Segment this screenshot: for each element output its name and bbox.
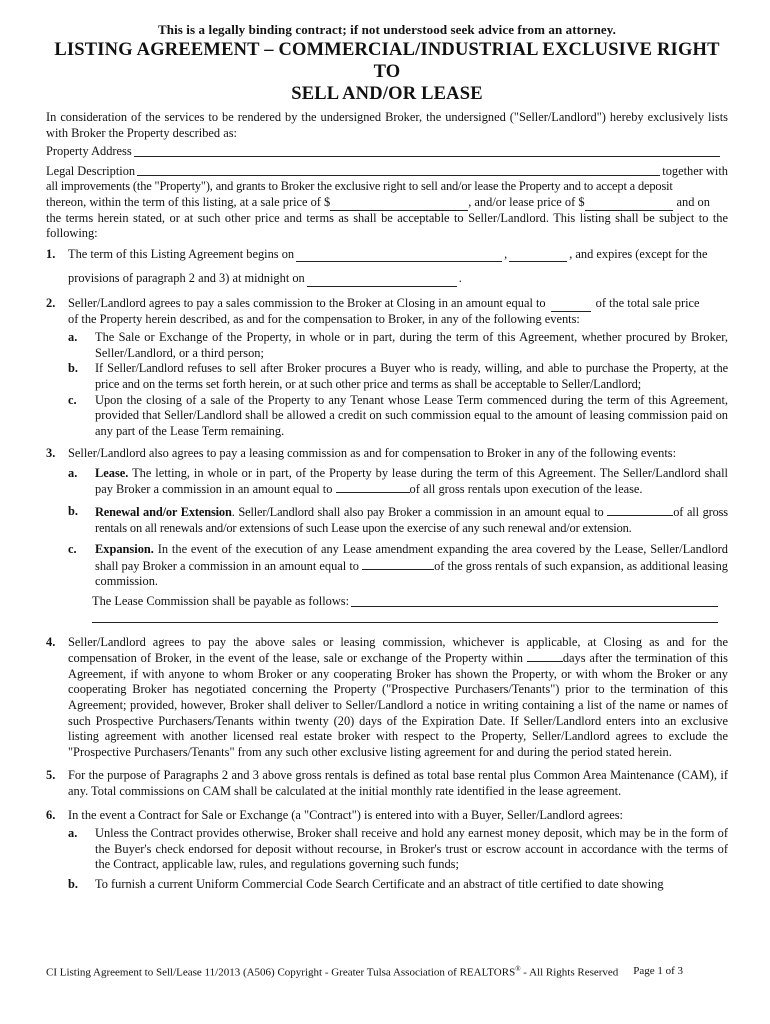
renewal-heading: Renewal and/or Extension bbox=[95, 505, 232, 520]
section-5-number: 5. bbox=[46, 768, 56, 783]
lease-commission-field[interactable] bbox=[336, 481, 410, 493]
section-4-number: 4. bbox=[46, 634, 56, 649]
document-title bbox=[46, 39, 728, 105]
section-6-intro: In the event a Contract for Sale or Exchange (a "Contract") is entered into with a Buyer, Seller/Landlord agrees: bbox=[68, 807, 623, 822]
item-text: To furnish a current Uniform Commercial Code Search Certificate and an abstract of title certified to date showing bbox=[95, 876, 664, 891]
lease-price-field[interactable] bbox=[585, 199, 673, 211]
term-period: . bbox=[458, 271, 462, 286]
sales-commission-events: of the Property herein described, as and for the compensation to Broker, in any of the following events: bbox=[68, 311, 580, 326]
term-begins-field[interactable] bbox=[296, 250, 502, 262]
item-letter: a. bbox=[68, 826, 78, 841]
renewal-commission-field[interactable] bbox=[607, 504, 673, 516]
payable-field-2[interactable] bbox=[92, 610, 718, 623]
section-3-item-b bbox=[46, 504, 728, 536]
item-letter: c. bbox=[68, 542, 77, 557]
section-5-text: For the purpose of Paragraphs 2 and 3 above gross rentals is defined as total base rental plus Common Area Maintenance (CAM), if any. Total commissions on CAM shall be calculated at the initial monthly rate identified in the lease agreement. bbox=[68, 768, 728, 798]
together-with-text: together with bbox=[662, 163, 728, 178]
section-6-item-b bbox=[46, 877, 728, 893]
document-page bbox=[46, 22, 728, 893]
term-comma: , bbox=[504, 246, 508, 261]
property-address-field[interactable] bbox=[134, 145, 720, 157]
section-4-text: Seller/Landlord agrees to pay the above sales or leasing commission, whichever is applicable, at Closing as and for the compensation of Broker, in the event of the lease, sale or exchange of the Property within bbox=[68, 634, 728, 666]
section-3-number: 3. bbox=[46, 446, 56, 461]
item-letter: a. bbox=[68, 330, 78, 345]
section-4-text-end: days after the termination of this Agreement, if with anyone to whom Broker or any cooperating Broker has shown the Property, or with whom the Broker or any cooperating Broker has negotiated concerning the Property ("Prospective Purchasers/Tenants") prior to the termination of this Agreement; provided, however, Broker shall deliver to Seller/Landlord a notice in writing containing a list of the name or names of such Prospective Purchasers/Tenants within twenty (20) days of the Expiration Date. If Seller/Landlord enters into an exclusive listing agreement with another licensed real estate broker with respect to the Property, Seller/Landlord agrees to exclude the "Prospective Purchasers/Tenants" from any such other exclusive listing agreement for and during the period stated herein. bbox=[68, 651, 728, 759]
section-2-item-a bbox=[46, 330, 728, 361]
price-row bbox=[46, 195, 728, 211]
title-line-2: SELL AND/OR LEASE bbox=[291, 84, 483, 104]
registered-mark: ® bbox=[515, 965, 521, 973]
property-address-label: Property Address bbox=[46, 144, 132, 159]
lease-text: The letting, in whole or in part, of the Property by lease during the term of this Agreement. The Seller/Landlord shall pay Broker a commission in an amount equal to bbox=[95, 465, 728, 497]
section-6-number: 6. bbox=[46, 807, 56, 822]
sale-price-label: thereon, within the term of this listing, at a sale price of $ bbox=[46, 194, 331, 209]
term-expires-label: , and expires (except for the bbox=[569, 246, 708, 261]
section-2-item-b bbox=[46, 361, 728, 392]
legal-description-label: Legal Description bbox=[46, 163, 136, 178]
item-text: If Seller/Landlord refuses to sell after Broker procures a Buyer who is ready, willing, and able to purchase the Property, at the price and on the terms set forth herein, or at such other price and terms as shall be acceptable to Seller/Landlord; bbox=[95, 361, 728, 391]
lease-heading: Lease. bbox=[95, 465, 129, 480]
item-text: The Sale or Exchange of the Property, in whole or in part, during the term of this Agreement, whether procured by Broker, Seller/Landlord, or a third person; bbox=[95, 330, 728, 360]
section-1-number: 1. bbox=[46, 246, 56, 261]
section-5 bbox=[46, 768, 728, 799]
payable-label: The Lease Commission shall be payable as follows: bbox=[92, 594, 350, 609]
legal-description-row bbox=[46, 164, 728, 180]
section-2-number: 2. bbox=[46, 295, 56, 310]
expansion-text-end: of the gross rentals of such expansion, as additional leasing commission. bbox=[95, 558, 728, 589]
lease-text-end: of all gross rentals upon execution of the lease. bbox=[409, 482, 643, 497]
item-letter: c. bbox=[68, 392, 77, 407]
section-1 bbox=[46, 247, 728, 287]
intro-paragraph: In consideration of the services to be rendered by the undersigned Broker, the undersigned ("Seller/Landlord") hereby exclusively lists with Broker the Property described as: bbox=[46, 110, 728, 140]
terms-line: the terms herein stated, or at such other price and terms as shall be acceptable to Seller/Landlord. This listing shall be subject to the following: bbox=[46, 210, 728, 241]
footer-copyright: CI Listing Agreement to Sell/Lease 11/2013 (A506) Copyright - Greater Tulsa Association of REALTORS bbox=[46, 966, 516, 979]
item-text: Unless the Contract provides otherwise, Broker shall receive and hold any earnest money deposit, which may be in the form of the Buyer's check endorsed for deposit without recourse, in Broker's trust or escrow account in accordance with the terms of the Contract, applicable law, rules, and regulations governing such funds; bbox=[95, 826, 728, 872]
item-letter: b. bbox=[68, 876, 78, 891]
page-footer bbox=[46, 965, 728, 979]
item-letter: b. bbox=[68, 504, 78, 519]
improvements-line: all improvements (the "Property"), and grants to Broker the exclusive right to sell and/or lease the Property and to accept a deposit bbox=[46, 179, 673, 194]
days-after-field[interactable] bbox=[527, 650, 563, 662]
title-line-1: LISTING AGREEMENT – COMMERCIAL/INDUSTRIAL EXCLUSIVE RIGHT TO bbox=[54, 40, 720, 82]
payable-field-1[interactable] bbox=[351, 595, 718, 607]
expiration-date-field[interactable] bbox=[307, 275, 457, 287]
legal-warning: This is a legally binding contract; if not understood seek advice from an attorney. bbox=[157, 22, 616, 37]
section-2 bbox=[46, 296, 728, 327]
term-year-field[interactable] bbox=[509, 250, 567, 262]
section-3-item-a bbox=[46, 466, 728, 498]
expansion-heading: Expansion. bbox=[95, 542, 154, 557]
sale-price-field[interactable] bbox=[330, 199, 468, 211]
item-letter: a. bbox=[68, 465, 78, 480]
leasing-commission-intro: Seller/Landlord also agrees to pay a leasing commission as and for compensation to Broker in any of the following events: bbox=[68, 446, 677, 461]
expansion-commission-field[interactable] bbox=[362, 558, 434, 570]
section-6-item-a bbox=[46, 826, 728, 873]
sales-commission-label: Seller/Landlord agrees to pay a sales commission to the Broker at Closing in an amount equal to bbox=[68, 295, 546, 310]
term-begins-label: The term of this Listing Agreement begins on bbox=[68, 246, 295, 261]
section-4 bbox=[46, 635, 728, 761]
sales-commission-field[interactable] bbox=[551, 300, 591, 312]
renewal-text: . Seller/Landlord shall also pay Broker a commission in an amount equal to bbox=[231, 505, 608, 520]
total-sale-price-text: of the total sale price bbox=[595, 295, 700, 310]
section-6 bbox=[46, 808, 728, 824]
item-text: Upon the closing of a sale of the Property to any Tenant whose Lease Term commenced during the term of this Agreement, provided that Seller/Landlord shall be allowed a credit on such commission equal to the amount of leasing commission paid on any part of the Lease Term remaining. bbox=[95, 392, 728, 438]
item-letter: b. bbox=[68, 361, 78, 376]
and-on-text: and on bbox=[676, 194, 710, 209]
page-number: Page 1 of 3 bbox=[633, 965, 683, 977]
legal-description-field[interactable] bbox=[137, 164, 660, 176]
section-2-item-c bbox=[46, 393, 728, 440]
footer-rights: - All Rights Reserved bbox=[520, 966, 619, 979]
expansion-text: In the event of the execution of any Lease amendment expanding the area covered by the Lease, Seller/Landlord shall pay Broker a commission in an amount equal to bbox=[95, 542, 728, 573]
section-3 bbox=[46, 446, 728, 462]
lease-price-label: , and/or lease price of $ bbox=[468, 194, 585, 209]
property-address-row bbox=[46, 144, 728, 160]
payable-row bbox=[46, 594, 728, 610]
section-3-item-c bbox=[46, 542, 728, 590]
term-midnight-label: provisions of paragraph 2 and 3) at midnight on bbox=[68, 271, 305, 286]
renewal-text-end: of all gross rentals on all renewals and/or extensions of such Lease upon the exercise of any such renewal and/or extension. bbox=[95, 505, 728, 535]
